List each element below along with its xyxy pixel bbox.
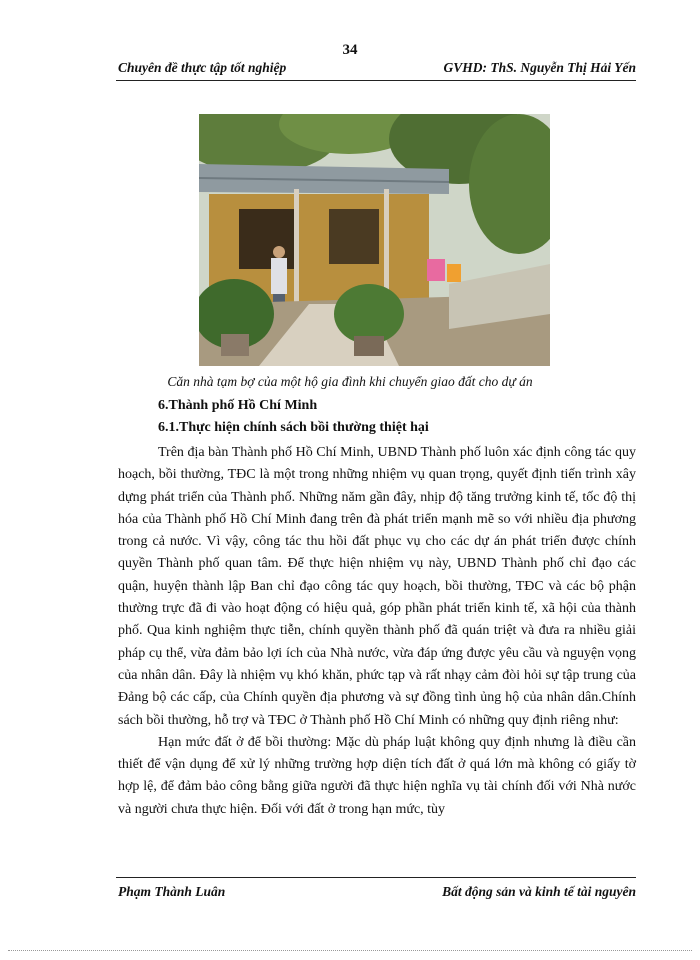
footer-left: Phạm Thành Luân: [118, 884, 226, 899]
body-text: [118, 442, 636, 821]
figure-caption: Căn nhà tạm bợ của một hộ gia đình khi chuyển giao đất cho dự án: [167, 374, 533, 389]
header-right: GVHD: ThS. Nguyễn Thị Hải Yến: [443, 60, 636, 75]
section-heading: 6.Thành phố Hồ Chí Minh: [158, 398, 318, 413]
header-left: Chuyên đề thực tập tốt nghiệp: [118, 60, 287, 75]
page-header: [118, 60, 636, 76]
page-number: 34: [342, 42, 358, 58]
header-rule: [116, 80, 636, 81]
footer-right: Bất động sản và kinh tế tài nguyên: [442, 884, 636, 899]
footer-rule: [116, 877, 636, 878]
paragraph: Hạn mức đất ở để bồi thường: Mặc dù pháp luật không quy định nhưng là điều cần thiết để vận dụng để xử lý những trường hợp diện tích đất ở quá lớn mà không có giấy tờ hợp lệ, để đảm bảo công bằng giữa người đã thực hiện nghĩa vụ tài chính đối với Nhà nước và người chưa thực hiện. Đối với đất ở trong hạn mức, tùy: [118, 734, 636, 817]
section-subheading: 6.1.Thực hiện chính sách bồi thường thiệt hại: [158, 420, 429, 435]
paragraph: Trên địa bàn Thành phố Hồ Chí Minh, UBND Thành phố luôn xác định công tác quy hoạch, bồi thường, TĐC là một trong những nhiệm vụ quan trọng, quyết định tiến trình xây dựng phát triển của Thành phố. Những năm gần đây, nhịp độ tăng trưởng kinh tế, tốc độ thị hóa của Thành phố Hồ Chí Minh đang trên đà phát triển mạnh mẽ so với nhiều địa phương trong cả nước. Vì vậy, công tác thu hồi đất phục vụ cho các dự án phát triển được chính quyền Thành phố quan tâm. Để thực hiện nhiệm vụ này, UBND Thành phố chỉ đạo các quận, huyện thành lập Ban chỉ đạo công tác quy hoạch, bồi thường, TĐC và các bộ phận thường trực đã đi vào hoạt động có hiệu quả, góp phần phát triển kinh tế, xã hội của thành phố. Qua kinh nghiệm thực tiễn, chính quyền thành phố đã quán triệt và đưa ra nhiều giải pháp cụ thể, vừa đảm bảo lợi ích của Nhà nước, vừa đáp ứng được yêu cầu và nguyện vọng của nhân dân. Đây là nhiệm vụ khó khăn, phức tạp và rất nhạy cảm đòi hỏi sự tập trung của Đảng bộ các cấp, của Chính quyền địa phương và sự đồng tình ủng hộ của nhân dân.Chính sách bồi thường, hỗ trợ và TĐC ở Thành phố Hồ Chí Minh có những quy định riêng như:: [118, 445, 636, 728]
page-edge-dots: [8, 950, 692, 951]
page-footer: [118, 884, 636, 900]
house-photo: [199, 114, 550, 366]
